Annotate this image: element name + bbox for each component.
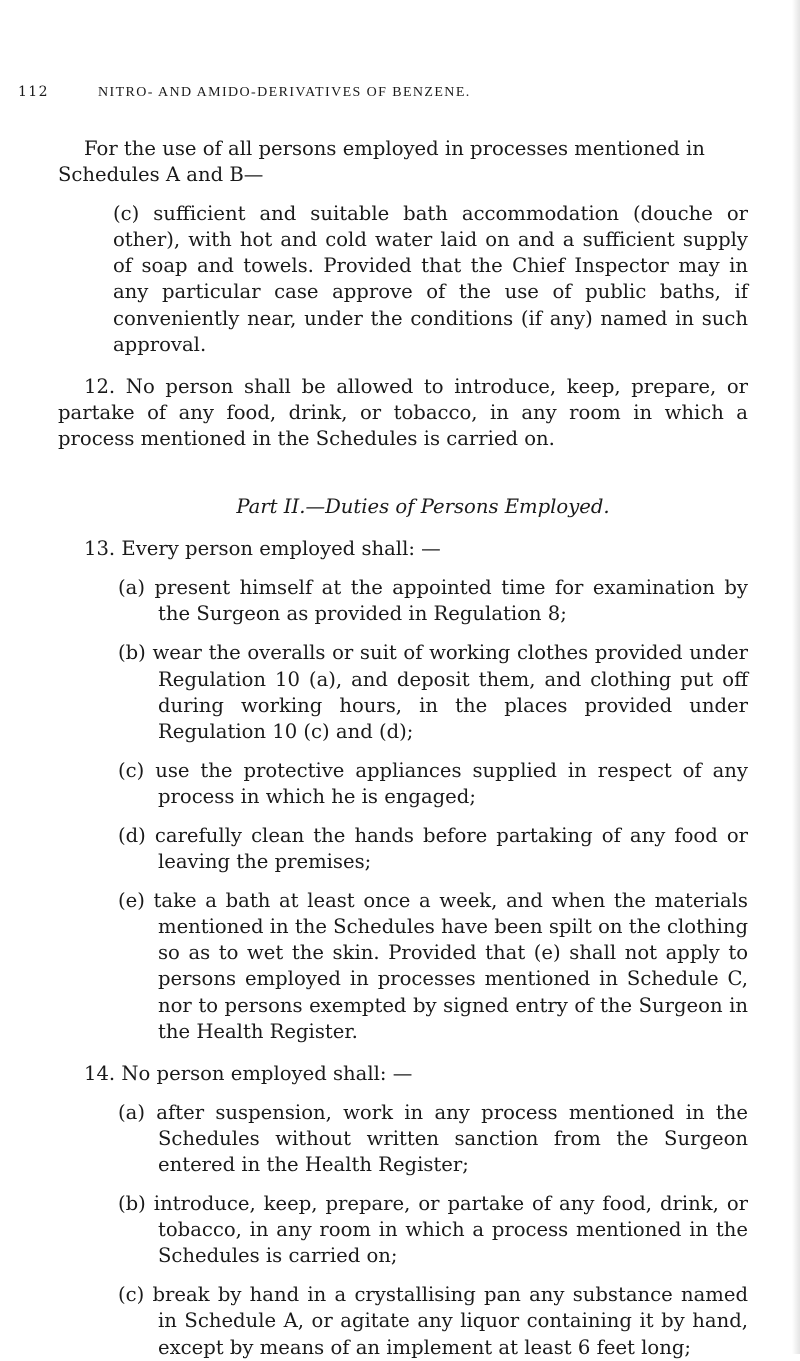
regulation-13-heading: 13. Every person employed shall: — — [84, 537, 441, 561]
regulation-14-item-b: (b) introduce, keep, prepare, or partake of any food, drink, or tobacco, in any room in which a process mentioned in the Schedules is carried on; — [118, 1192, 748, 1268]
regulation-14-item-c: (c) break by hand in a crystallising pan any substance named in Schedule A, or agitate any liquor containing it by hand, except by means of an implement at least 6 feet long; — [118, 1283, 748, 1359]
intro-paragraph: For the use of all persons employed in processes mentioned in Schedules A and B— — [58, 137, 705, 187]
page-edge-shadow — [792, 0, 800, 1354]
regulation-13-item-e: (e) take a bath at least once a week, and when the materials mentioned in the Schedules have been spilt on the clothing so as to wet the skin. Provided that (e) shall not apply to persons employed in processes mentioned in Schedule C, nor to persons exempted by signed entry of the Surgeon in the Health Register. — [118, 889, 748, 1043]
regulation-13-item-d: (d) carefully clean the hands before partaking of any food or leaving the premises; — [118, 823, 748, 874]
running-title: NITRO- AND AMIDO-DERIVATIVES OF BENZENE. — [98, 85, 471, 100]
page-number: 112 — [18, 84, 49, 100]
part-title: Part II.—Duties of Persons Employed. — [236, 495, 610, 519]
regulation-12: 12. No person shall be allowed to introduce, keep, prepare, or partake of any food, drink, or tobacco, in any room in which a process mentioned in the Schedules is carried on. — [58, 374, 748, 450]
regulation-13-item-b: (b) wear the overalls or suit of working clothes provided under Regulation 10 (a), and deposit them, and clothing put off during working hours, in the places provided under Regulation 10 (c) and (d); — [118, 641, 748, 743]
regulation-13-item-a: (a) present himself at the appointed time for examination by the Surgeon as provided in Regulation 8; — [118, 576, 748, 626]
regulation-14-item-a: (a) after suspension, work in any process mentioned in the Schedules without written sanction from the Surgeon entered in the Health Register; — [118, 1100, 748, 1176]
regulation-14-heading: 14. No person employed shall: — — [84, 1061, 413, 1085]
regulation-13-item-c: (c) use the protective appliances supplied in respect of any process in which he is engaged; — [118, 758, 748, 808]
document-body — [58, 136, 748, 1361]
running-header — [18, 84, 760, 101]
item-c-bath-accommodation: (c) sufficient and suitable bath accommodation (douche or other), with hot and cold water laid on and a sufficient supply of soap and towels. Provided that the Chief Inspector may in any particular case approve of the use of public baths, if conveniently near, under the conditions (if any) named in such approval. — [113, 202, 748, 356]
